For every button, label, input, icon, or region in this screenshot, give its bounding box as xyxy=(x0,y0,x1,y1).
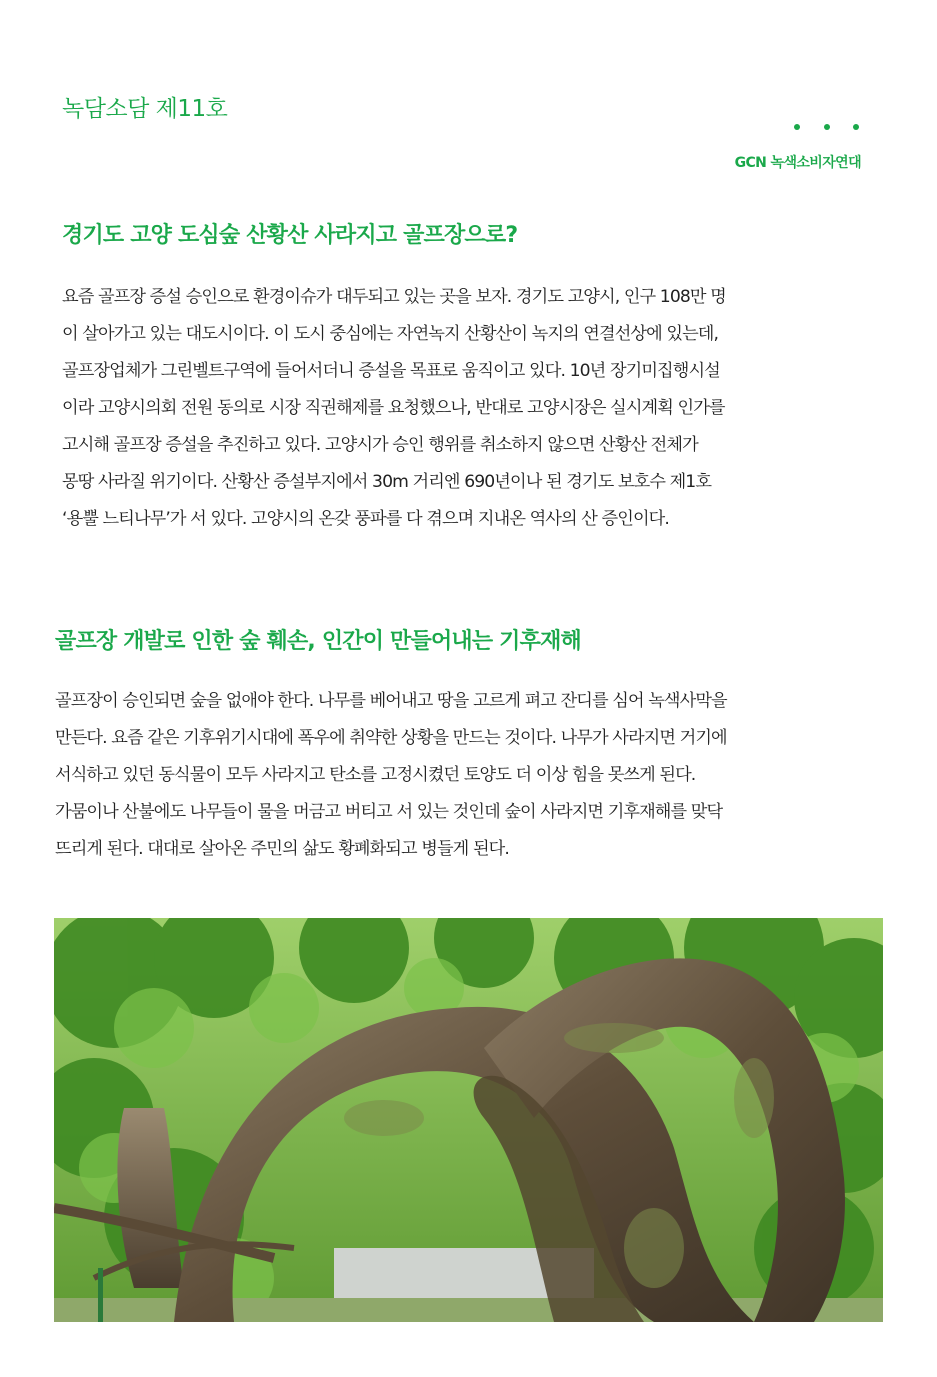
zelkova-tree-photo xyxy=(54,918,883,1322)
paragraph-line: 가뭄이나 산불에도 나무들이 물을 머금고 버티고 서 있는 것인데 숲이 사라지면 기후재해를 맞닥 xyxy=(55,802,723,822)
paragraph-line: 뜨리게 된다. 대대로 살아온 주민의 삶도 황폐화되고 병들게 된다. xyxy=(55,839,509,859)
paragraph-line: 이 살아가고 있는 대도시이다. 이 도시 중심에는 자연녹지 산황산이 녹지의 연결선상에 있는데, xyxy=(62,324,719,344)
organization-name: GCN 녹색소비자연대 xyxy=(734,155,861,171)
dot-1 xyxy=(794,124,800,130)
dot-3 xyxy=(853,124,859,130)
section1-paragraph xyxy=(62,279,892,538)
paragraph-line: 고시해 골프장 증설을 추진하고 있다. 고양시가 승인 행위를 취소하지 않으면 산황산 전체가 xyxy=(62,435,698,455)
paragraph-line: 골프장이 승인되면 숲을 없애야 한다. 나무를 베어내고 땅을 고르게 펴고 잔디를 심어 녹색사막을 xyxy=(55,691,727,711)
decorative-dots xyxy=(788,124,862,134)
paragraph-line: 이라 고양시의회 전원 동의로 시장 직권해제를 요청했으나, 반대로 고양시장은 실시계획 인가를 xyxy=(62,398,725,418)
paragraph-line: 골프장업체가 그린벨트구역에 들어서더니 증설을 목표로 움직이고 있다. 10년 장기미집행시설 xyxy=(62,361,720,381)
issue-title: 녹담소담 제11호 xyxy=(62,96,228,122)
paragraph-line: 서식하고 있던 동식물이 모두 사라지고 탄소를 고정시켰던 토양도 더 이상 힘을 못쓰게 된다. xyxy=(55,765,696,785)
paragraph-line: 만든다. 요즘 같은 기후위기시대에 폭우에 취약한 상황을 만드는 것이다. 나무가 사라지면 거기에 xyxy=(55,728,727,748)
section2-paragraph xyxy=(55,683,892,868)
section1-heading: 경기도 고양 도심숲 산황산 사라지고 골프장으로? xyxy=(62,223,518,248)
section2-heading: 골프장 개발로 인한 숲 훼손, 인간이 만들어내는 기후재해 xyxy=(55,629,581,654)
dot-2 xyxy=(824,124,830,130)
tree-illustration xyxy=(54,918,883,1322)
paragraph-line: 몽땅 사라질 위기이다. 산황산 증설부지에서 30m 거리엔 690년이나 된 경기도 보호수 제1호 xyxy=(62,472,712,492)
paragraph-line: 요즘 골프장 증설 승인으로 환경이슈가 대두되고 있는 곳을 보자. 경기도 고양시, 인구 108만 명 xyxy=(62,287,726,307)
paragraph-line: ‘용뿔 느티나무’가 서 있다. 고양시의 온갖 풍파를 다 겪으며 지내온 역사의 산 증인이다. xyxy=(62,509,669,529)
